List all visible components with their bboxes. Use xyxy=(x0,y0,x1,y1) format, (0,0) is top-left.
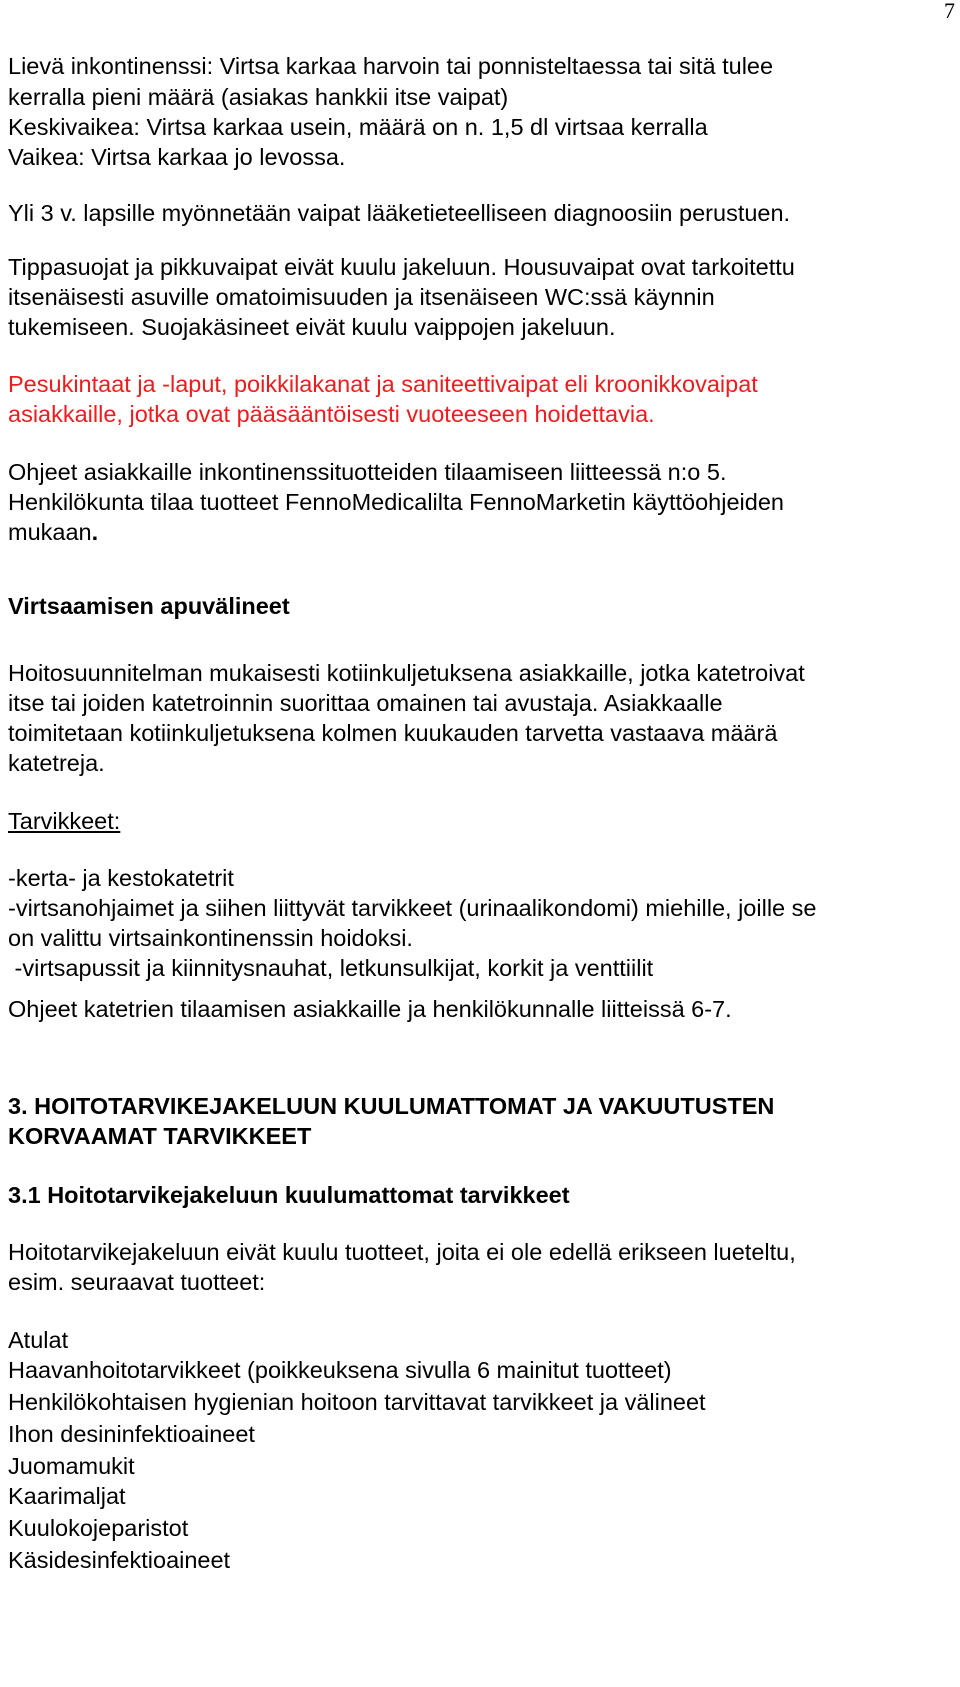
section-3-heading-line-1: 3. HOITOTARVIKEJAKELUUN KUULUMATTOMAT JA VAKUUTUSTEN xyxy=(8,1093,775,1119)
instructions-period: . xyxy=(91,519,99,545)
urination-line-3: toimitetaan kotiinkuljetuksena kolmen kuukauden tarvetta vastaava määrä xyxy=(8,720,778,746)
page-number: 7 xyxy=(944,0,955,23)
urination-line-1: Hoitosuunnitelman mukaisesti kotiinkuljetuksena asiakkaille, jotka katetroivat xyxy=(8,660,805,686)
instructions-line-2: Henkilökunta tilaa tuotteet FennoMedicalilta FennoMarketin käyttöohjeiden xyxy=(8,489,784,515)
excluded-item: Haavanhoitotarvikkeet (poikkeuksena sivulla 6 mainitut tuotteet) xyxy=(8,1357,672,1383)
excluded-item: Käsidesinfektioaineet xyxy=(8,1547,231,1573)
instructions-line-3-text: mukaan xyxy=(8,519,92,545)
excluded-item: Atulat xyxy=(8,1327,69,1353)
incontinence-line-1: Lievä inkontinenssi: Virtsa karkaa harvoin tai ponnisteltaessa tai sitä tulee xyxy=(8,53,774,79)
urination-line-2: itse tai joiden katetroinnin suorittaa omainen tai avustaja. Asiakkaalle xyxy=(8,690,723,716)
tippasuojat-line-2: itsenäisesti asuville omatoimisuuden ja itsenäiseen WC:ssä käynnin xyxy=(8,284,715,310)
section-3-1-heading: 3.1 Hoitotarvikejakeluun kuulumattomat tarvikkeet xyxy=(8,1182,570,1208)
catheter-instructions: Ohjeet katetrien tilaamisen asiakkaille ja henkilökunnalle liitteissä 6-7. xyxy=(8,996,732,1022)
incontinence-line-4: Vaikea: Virtsa karkaa jo levossa. xyxy=(8,144,346,170)
excluded-item: Kuulokojeparistot xyxy=(8,1515,189,1541)
instructions-line-3 xyxy=(8,517,98,549)
excluded-item: Juomamukit xyxy=(8,1453,135,1479)
excluded-item: Ihon desininfektioaineet xyxy=(8,1421,255,1447)
tippasuojat-line-1: Tippasuojat ja pikkuvaipat eivät kuulu jakeluun. Housuvaipat ovat tarkoitettu xyxy=(8,254,795,280)
children-paragraph: Yli 3 v. lapsille myönnetään vaipat lääketieteelliseen diagnoosiin perustuen. xyxy=(8,200,791,226)
urination-line-4: katetreja. xyxy=(8,750,105,776)
red-note-line-2: asiakkaille, jotka ovat pääsääntöisesti vuoteeseen hoidettavia. xyxy=(8,401,655,427)
tippasuojat-line-3: tukemiseen. Suojakäsineet eivät kuulu vaippojen jakeluun. xyxy=(8,314,616,340)
supply-item-2-line-1: -virtsanohjaimet ja siihen liittyvät tarvikkeet (urinaalikondomi) miehille, joille se xyxy=(8,895,817,921)
excluded-item: Kaarimaljat xyxy=(8,1483,126,1509)
section-3-1-line-1: Hoitotarvikejakeluun eivät kuulu tuotteet, joita ei ole edellä erikseen lueteltu, xyxy=(8,1239,796,1265)
section-3-1-line-2: esim. seuraavat tuotteet: xyxy=(8,1269,266,1295)
urination-heading: Virtsaamisen apuvälineet xyxy=(8,593,290,619)
red-note-line-1: Pesukintaat ja -laput, poikkilakanat ja saniteettivaipat eli kroonikkovaipat xyxy=(8,371,758,397)
section-3-heading-line-2: KORVAAMAT TARVIKKEET xyxy=(8,1123,312,1149)
incontinence-line-3: Keskivaikea: Virtsa karkaa usein, määrä on n. 1,5 dl virtsaa kerralla xyxy=(8,114,708,140)
supply-item-3: -virtsapussit ja kiinnitysnauhat, letkunsulkijat, korkit ja venttiilit xyxy=(8,955,654,981)
supply-item-1: -kerta- ja kestokatetrit xyxy=(8,865,234,891)
supplies-label: Tarvikkeet: xyxy=(8,808,121,834)
instructions-line-1: Ohjeet asiakkaille inkontinenssituotteiden tilaamiseen liitteessä n:o 5. xyxy=(8,459,727,485)
supply-item-2-line-2: on valittu virtsainkontinenssin hoidoksi. xyxy=(8,925,413,951)
excluded-item: Henkilökohtaisen hygienian hoitoon tarvittavat tarvikkeet ja välineet xyxy=(8,1389,706,1415)
incontinence-line-2: kerralla pieni määrä (asiakas hankkii itse vaipat) xyxy=(8,84,509,110)
